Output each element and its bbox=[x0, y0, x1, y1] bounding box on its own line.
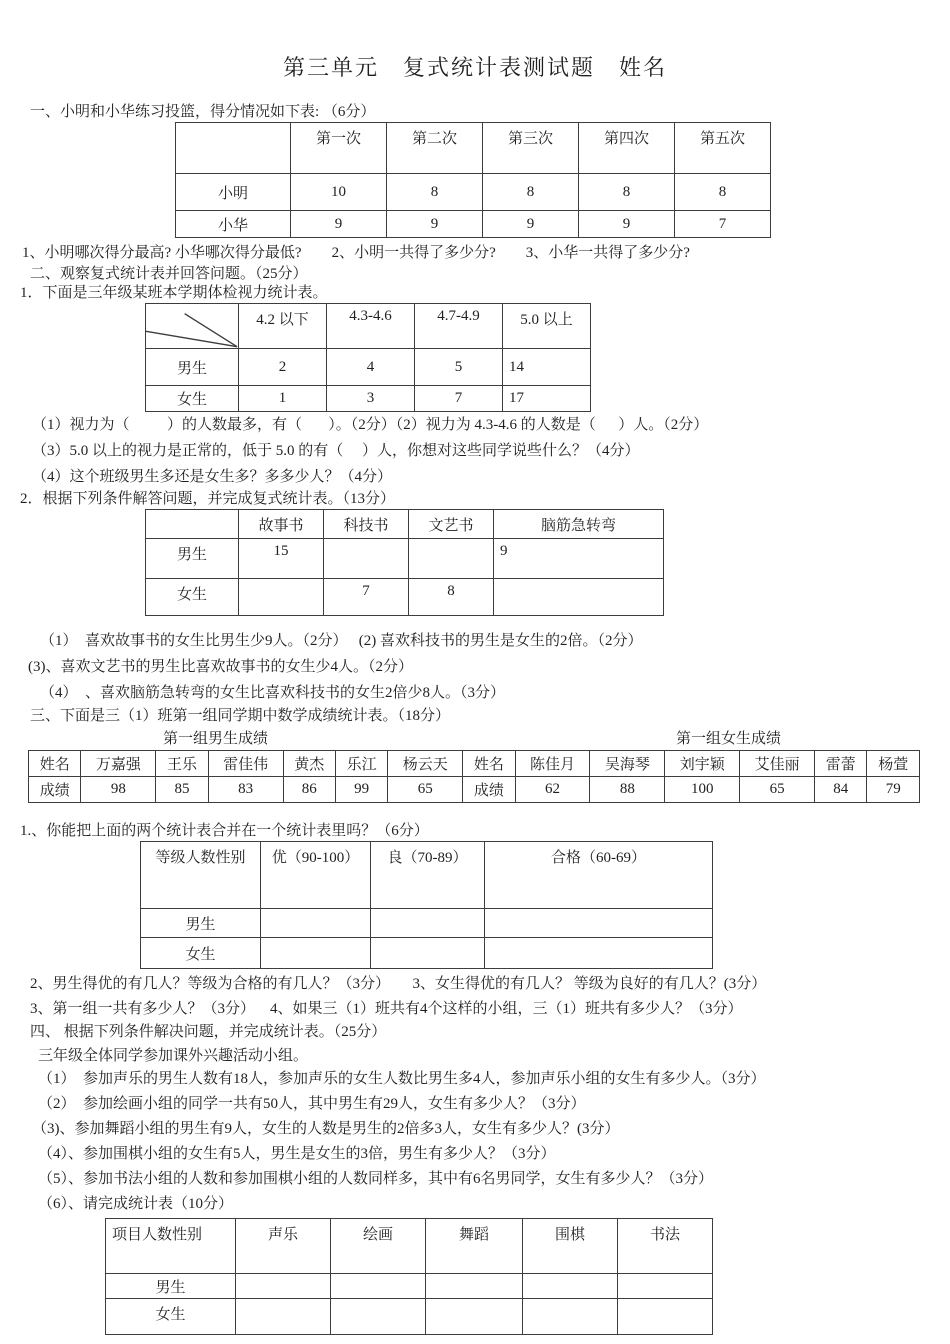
section-4-heading: 四、 根据下列条件解决问题，并完成统计表。（25分） bbox=[30, 1024, 387, 1040]
question-line: （1） 参加声乐的男生人数有18人，参加声乐的女生人数比男生多4人，参加声乐小组的女生有多少人。（3分） bbox=[38, 1071, 766, 1087]
table-row bbox=[146, 349, 591, 386]
empty-cell bbox=[409, 539, 494, 579]
data-cell: 陈佳月 bbox=[515, 751, 590, 777]
row-label: 女生 bbox=[106, 1299, 236, 1335]
row-label: 男生 bbox=[146, 539, 239, 579]
data-cell: 杨云天 bbox=[388, 751, 463, 777]
table-header-row bbox=[146, 510, 664, 539]
table-row bbox=[176, 174, 771, 211]
row-label: 男生 bbox=[106, 1274, 236, 1299]
question-line: （6）、请完成统计表（10分） bbox=[38, 1196, 234, 1212]
section-4-intro: 三年级全体同学参加课外兴趣活动小组。 bbox=[38, 1048, 309, 1064]
empty-cell bbox=[494, 579, 664, 616]
header-cell: 书法 bbox=[618, 1219, 713, 1274]
header-cell: 舞蹈 bbox=[426, 1219, 523, 1274]
question-line: （4）这个班级男生多还是女生多？多多少人？（4分） bbox=[32, 469, 393, 485]
table-header-row bbox=[176, 123, 771, 174]
empty-cell bbox=[485, 909, 713, 938]
section-3-heading: 三、下面是三（1）班第一组同学期中数学成绩统计表。（18分） bbox=[30, 708, 451, 724]
table-row bbox=[106, 1299, 713, 1335]
header-cell: 脑筋急转弯 bbox=[494, 510, 664, 539]
row-label: 小华 bbox=[176, 211, 291, 238]
row-label: 成绩 bbox=[29, 777, 81, 803]
table-row bbox=[176, 211, 771, 238]
data-cell: 15 bbox=[239, 539, 324, 579]
data-cell: 5 bbox=[415, 349, 503, 386]
corner-cell: 项目人数性别 bbox=[106, 1219, 236, 1274]
question-line: （1）视力为（ ）的人数最多，有（ ）。（2分）（2）视力为 4.3-4.6 的人数是（ ）人。（2分） bbox=[32, 417, 709, 433]
girls-caption: 第一组女生成绩 bbox=[676, 731, 782, 747]
question-line: （3)、参加舞蹈小组的男生有9人，女生的人数是男生的2倍多3人，女生有多少人？(3分） bbox=[32, 1121, 620, 1137]
data-cell: 100 bbox=[665, 777, 740, 803]
question-line: （4） 、喜欢脑筋急转弯的女生比喜欢科技书的女生2倍少8人。（3分） bbox=[40, 685, 506, 701]
books-table bbox=[145, 509, 664, 616]
data-cell: 2 bbox=[239, 349, 327, 386]
header-cell: 绘画 bbox=[331, 1219, 426, 1274]
question-line: 3、第一组一共有多少人？（3分） 4、如果三（1）班共有4个这样的小组，三（1）班共有多少人？（3分） bbox=[30, 1001, 743, 1017]
row-label: 男生 bbox=[141, 909, 261, 938]
empty-cell bbox=[239, 579, 324, 616]
data-cell: 85 bbox=[156, 777, 208, 803]
empty-cell bbox=[485, 938, 713, 969]
header-cell: 优（90-100） bbox=[261, 842, 371, 909]
header-cell: 科技书 bbox=[324, 510, 409, 539]
data-cell: 8 bbox=[387, 174, 483, 211]
data-cell: 杨萱 bbox=[867, 751, 920, 777]
data-cell: 8 bbox=[579, 174, 675, 211]
empty-cell bbox=[324, 539, 409, 579]
data-cell: 99 bbox=[335, 777, 387, 803]
data-cell: 10 bbox=[291, 174, 387, 211]
empty-cell bbox=[371, 909, 485, 938]
question-line: （5）、参加书法小组的人数和参加围棋小组的人数同样多，其中有6名男同学，女生有多少人？（3分） bbox=[38, 1171, 714, 1187]
table-header-row bbox=[141, 842, 713, 909]
header-cell: 故事书 bbox=[239, 510, 324, 539]
data-cell: 9 bbox=[494, 539, 664, 579]
empty-cell bbox=[523, 1274, 618, 1299]
data-cell: 79 bbox=[867, 777, 920, 803]
row-label: 姓名 bbox=[463, 751, 515, 777]
math-scores-table bbox=[28, 750, 920, 803]
data-cell: 86 bbox=[283, 777, 335, 803]
data-cell: 万嘉强 bbox=[81, 751, 156, 777]
question-line: （1） 喜欢故事书的女生比男生少9人。（2分） (2) 喜欢科技书的男生是女生的2倍。（2分） bbox=[40, 633, 643, 649]
data-cell: 3 bbox=[327, 386, 415, 412]
shooting-scores-table bbox=[175, 122, 771, 238]
header-cell: 4.7-4.9 bbox=[415, 304, 503, 349]
data-cell: 9 bbox=[291, 211, 387, 238]
scores-row bbox=[29, 777, 920, 803]
header-cell: 第四次 bbox=[579, 123, 675, 174]
score-table-captions bbox=[0, 728, 950, 750]
names-row bbox=[29, 751, 920, 777]
table-row bbox=[106, 1274, 713, 1299]
question-line: 1.、你能把上面的两个统计表合并在一个统计表里吗？（6分） bbox=[20, 823, 429, 839]
corner-cell bbox=[146, 510, 239, 539]
table-row bbox=[141, 909, 713, 938]
row-label: 女生 bbox=[146, 386, 239, 412]
item-1-intro: 1．下面是三年级某班本学期体检视力统计表。 bbox=[20, 285, 328, 301]
question-line: （2） 参加绘画小组的同学一共有50人，其中男生有29人，女生有多少人？（3分） bbox=[38, 1096, 586, 1112]
data-cell: 88 bbox=[590, 777, 665, 803]
row-label: 姓名 bbox=[29, 751, 81, 777]
header-cell: 围棋 bbox=[523, 1219, 618, 1274]
header-cell: 第三次 bbox=[483, 123, 579, 174]
table-row bbox=[146, 386, 591, 412]
table-header-row bbox=[146, 304, 591, 349]
data-cell: 1 bbox=[239, 386, 327, 412]
empty-cell bbox=[618, 1299, 713, 1335]
header-cell: 第五次 bbox=[675, 123, 771, 174]
data-cell: 8 bbox=[675, 174, 771, 211]
question-line: (3)、喜欢文艺书的男生比喜欢故事书的女生少4人。（2分） bbox=[28, 659, 413, 675]
data-cell: 8 bbox=[483, 174, 579, 211]
header-cell: 文艺书 bbox=[409, 510, 494, 539]
data-cell: 刘宇颖 bbox=[665, 751, 740, 777]
empty-cell bbox=[618, 1274, 713, 1299]
data-cell: 7 bbox=[675, 211, 771, 238]
empty-cell bbox=[261, 909, 371, 938]
corner-cell: 等级人数性别 bbox=[141, 842, 261, 909]
header-cell: 声乐 bbox=[236, 1219, 331, 1274]
data-cell: 9 bbox=[579, 211, 675, 238]
section-2-heading: 二、观察复式统计表并回答问题。（25分） bbox=[30, 266, 308, 282]
data-cell: 17 bbox=[503, 386, 591, 412]
empty-cell bbox=[236, 1299, 331, 1335]
data-cell: 14 bbox=[503, 349, 591, 386]
data-cell: 65 bbox=[388, 777, 463, 803]
question-line: （3）5.0 以上的视力是正常的，低于 5.0 的有（ ）人，你想对这些同学说些什么？（4分） bbox=[32, 443, 640, 459]
header-cell: 5.0 以上 bbox=[503, 304, 591, 349]
data-cell: 62 bbox=[515, 777, 590, 803]
row-label: 小明 bbox=[176, 174, 291, 211]
page-title: 第三单元 复式统计表测试题 姓名 bbox=[282, 55, 667, 80]
data-cell: 黄杰 bbox=[283, 751, 335, 777]
diagonal-divider-icon bbox=[146, 304, 238, 348]
data-cell: 98 bbox=[81, 777, 156, 803]
table-row bbox=[146, 579, 664, 616]
vision-table bbox=[145, 303, 591, 412]
section-1-questions: 1、小明哪次得分最高? 小华哪次得分最低? 2、小明一共得了多少分? 3、小华一共得了多少分? bbox=[22, 245, 690, 261]
empty-cell bbox=[236, 1274, 331, 1299]
empty-cell bbox=[371, 938, 485, 969]
empty-cell bbox=[426, 1274, 523, 1299]
table-row bbox=[146, 539, 664, 579]
row-label: 女生 bbox=[141, 938, 261, 969]
section-1-heading: 一、小明和小华练习投篮，得分情况如下表: （6分） bbox=[30, 104, 376, 120]
data-cell: 83 bbox=[208, 777, 283, 803]
empty-cell bbox=[331, 1299, 426, 1335]
data-cell: 65 bbox=[740, 777, 815, 803]
question-line: （4）、参加围棋小组的女生有5人，男生是女生的3倍，男生有多少人？（3分） bbox=[38, 1146, 556, 1162]
question-line: 2、男生得优的有几人？等级为合格的有几人？（3分） 3、女生得优的有几人？ 等级为良好的有几人？(3分） bbox=[30, 976, 767, 992]
header-cell bbox=[176, 123, 291, 174]
data-cell: 7 bbox=[415, 386, 503, 412]
corner-cell bbox=[146, 304, 239, 349]
data-cell: 乐江 bbox=[335, 751, 387, 777]
table-header-row bbox=[106, 1219, 713, 1274]
row-label: 成绩 bbox=[463, 777, 515, 803]
empty-cell bbox=[331, 1274, 426, 1299]
data-cell: 8 bbox=[409, 579, 494, 616]
header-cell: 合格（60-69） bbox=[485, 842, 713, 909]
activity-groups-table bbox=[105, 1218, 713, 1335]
empty-cell bbox=[261, 938, 371, 969]
data-cell: 艾佳丽 bbox=[740, 751, 815, 777]
empty-cell bbox=[426, 1299, 523, 1335]
row-label: 女生 bbox=[146, 579, 239, 616]
data-cell: 9 bbox=[483, 211, 579, 238]
data-cell: 9 bbox=[387, 211, 483, 238]
data-cell: 雷蕾 bbox=[815, 751, 867, 777]
header-cell: 第一次 bbox=[291, 123, 387, 174]
row-label: 男生 bbox=[146, 349, 239, 386]
table-row bbox=[141, 938, 713, 969]
header-cell: 良（70-89） bbox=[371, 842, 485, 909]
header-cell: 4.2 以下 bbox=[239, 304, 327, 349]
data-cell: 吴海琴 bbox=[590, 751, 665, 777]
data-cell: 4 bbox=[327, 349, 415, 386]
data-cell: 84 bbox=[815, 777, 867, 803]
header-cell: 第二次 bbox=[387, 123, 483, 174]
merged-grade-table bbox=[140, 841, 713, 969]
boys-caption: 第一组男生成绩 bbox=[163, 731, 269, 747]
empty-cell bbox=[523, 1299, 618, 1335]
header-cell: 4.3-4.6 bbox=[327, 304, 415, 349]
data-cell: 王乐 bbox=[156, 751, 208, 777]
data-cell: 7 bbox=[324, 579, 409, 616]
item-2-intro: 2．根据下列条件解答问题，并完成复式统计表。（13分） bbox=[20, 491, 396, 507]
data-cell: 雷佳伟 bbox=[208, 751, 283, 777]
